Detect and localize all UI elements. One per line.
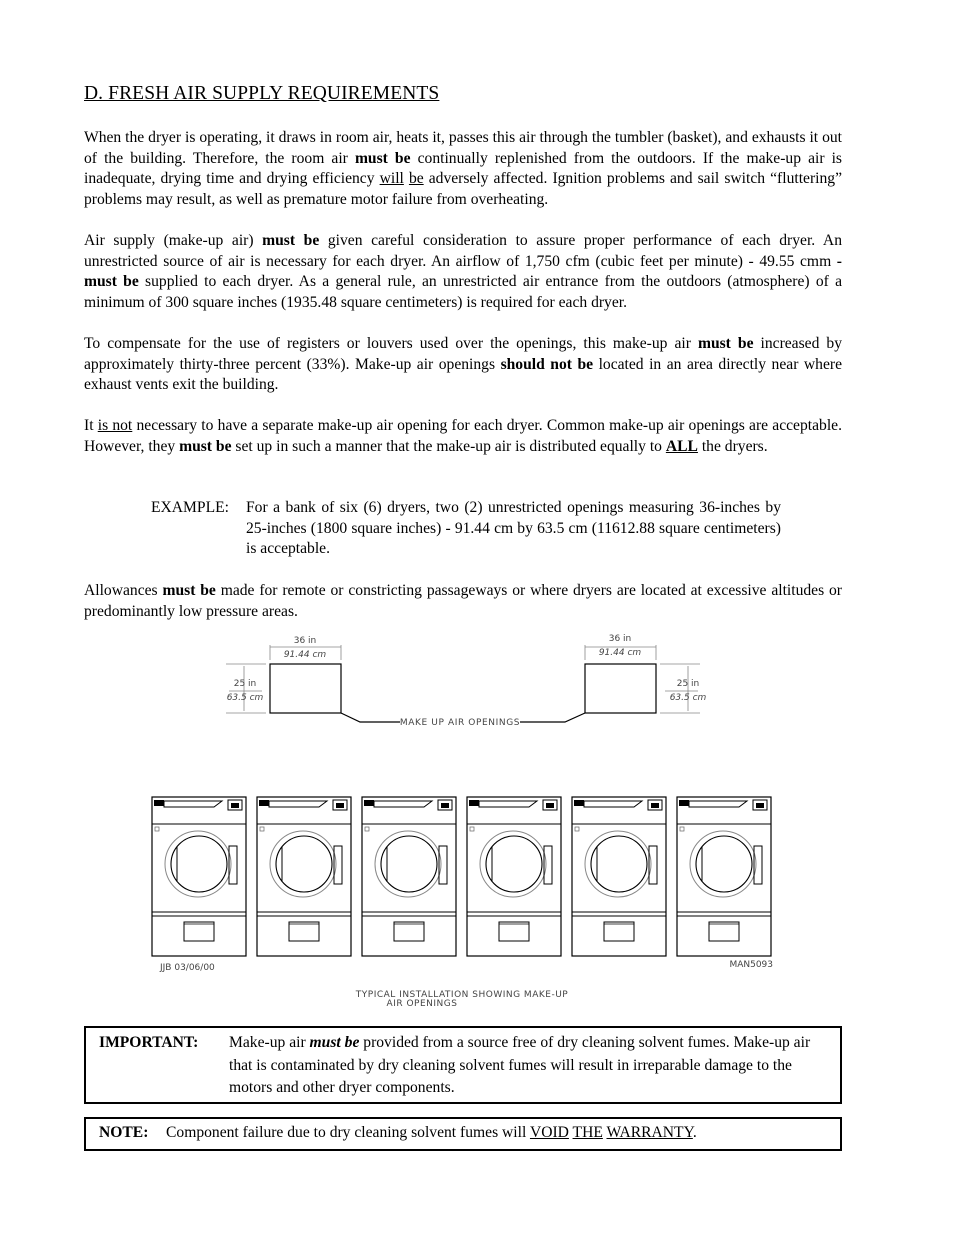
dryer	[362, 797, 456, 956]
text-run: Air supply (make-up air)	[84, 232, 263, 249]
text-run: set up in such a manner that the make-up air is distributed equally to	[231, 437, 666, 455]
text-run: supplied to each dryer. As a general rule, an unrestricted air entrance from the outdoors (atmosphere) of a minimum of 300 square inches (1935.48 square centimeters) is required for each dryer.	[84, 273, 842, 312]
text-run: To compensate for the use of registers or louvers used over the openings, this make-up air	[84, 335, 698, 352]
text-run: provided from a source free of dry cleaning solvent fumes. Make-up air that is contaminated by dry cleaning solvent fumes will result in irreparable damage to the motors and other dryer components.	[229, 1034, 811, 1096]
important-label: IMPORTANT:	[99, 1034, 199, 1051]
dryer	[677, 797, 771, 956]
left-height-cm: 63.5 cm	[226, 693, 264, 703]
text-run: located in an area directly near where exhaust vents exit the building.	[84, 355, 842, 394]
emphasis-text: ALL	[665, 437, 698, 455]
emphasis-text: is not	[97, 417, 133, 434]
emphasis-text: should not be	[500, 355, 594, 373]
text-run: continually replenished from the outdoors. If the make-up air is inadequate, drying time and drying efficiency	[84, 149, 842, 188]
dryer	[572, 797, 666, 956]
right-width-cm: 91.44 cm	[598, 648, 642, 658]
section-heading: D. FRESH AIR SUPPLY REQUIREMENTS	[84, 83, 440, 104]
dryer-bank	[152, 797, 771, 956]
text-run: Allowances	[84, 582, 163, 599]
text-run: It	[84, 417, 98, 434]
example-label: EXAMPLE:	[151, 499, 229, 516]
right-height-in: 25 in	[676, 679, 700, 689]
text-run: made for remote or constricting passageways or where dryers are located at excessive altitudes or predominantly low pressure areas.	[84, 582, 842, 620]
opening-left	[270, 664, 341, 713]
emphasis-text: must be	[354, 149, 411, 167]
emphasis-text: must be	[262, 232, 320, 249]
left-height-in: 25 in	[233, 679, 257, 689]
text-run: Make-up air	[229, 1034, 310, 1051]
emphasis-text: be	[408, 170, 424, 188]
text-run: the dryers.	[697, 437, 768, 455]
emphasis-text: must be	[162, 582, 216, 599]
text-run: given careful consideration to assure proper performance of each dryer. An unrestricted source of air is necessary for each dryer. An airflow of 1,750 cfm (cubic feet per minute) - 49.55 cmm	[84, 232, 842, 270]
caption-line-2: AIR OPENINGS	[386, 999, 458, 1009]
emphasis-text: must be	[697, 335, 754, 352]
emphasis-text: will	[379, 170, 404, 188]
emphasis-text: THE	[572, 1124, 603, 1141]
example-text: For a bank of six (6) dryers, two (2) unrestricted openings measuring 36-inches by 25-inches (1800 square inches) - 91.44 cm by 63.5 cm (11612.88 square centimeters) is acceptable.	[246, 499, 781, 558]
important-box	[84, 1026, 842, 1104]
drawer-id: JJB 03/06/00	[160, 963, 215, 973]
opening-right	[585, 664, 656, 713]
right-width-in: 36 in	[608, 634, 632, 644]
text-run: increased by approximately thirty-three percent (33%). Make-up air openings	[84, 335, 843, 373]
emphasis-text: must be	[179, 437, 232, 455]
important-text	[229, 1032, 829, 1100]
openings-label: MAKE UP AIR OPENINGS	[399, 718, 521, 728]
note-box	[84, 1117, 842, 1151]
dryer	[257, 797, 351, 956]
note-text	[166, 1122, 697, 1145]
emphasis-text: must be	[309, 1034, 360, 1051]
caption-line-1: TYPICAL INSTALLATION SHOWING MAKE-UP	[355, 990, 569, 1000]
emphasis-text: VOID	[529, 1124, 569, 1141]
dryer	[152, 797, 246, 956]
text-run: adversely affected. Ignition problems and sail switch “fluttering” problems may result, as well as premature motor failure from overheating.	[84, 170, 842, 209]
text-run: When the dryer is operating, it draws in room air, heats it, passes this air through the tumbler (basket), and exhausts it out of the building. Therefore, the room air	[84, 129, 842, 167]
right-height-cm: 63.5 cm	[669, 693, 707, 703]
emphasis-text: - must be	[84, 252, 842, 291]
text-run: necessary to have a separate make-up air opening for each dryer. Common make-up air openings are acceptable. However, they	[84, 417, 842, 455]
note-label: NOTE:	[99, 1124, 149, 1141]
text-run: Component failure due to dry cleaning solvent fumes will	[166, 1124, 530, 1141]
dryer	[467, 797, 561, 956]
left-width-cm: 91.44 cm	[283, 650, 327, 660]
text-run: .	[692, 1124, 697, 1141]
left-width-in: 36 in	[293, 636, 317, 646]
drawing-number: MAN5093	[729, 960, 773, 970]
emphasis-text: WARRANTY	[606, 1124, 693, 1141]
